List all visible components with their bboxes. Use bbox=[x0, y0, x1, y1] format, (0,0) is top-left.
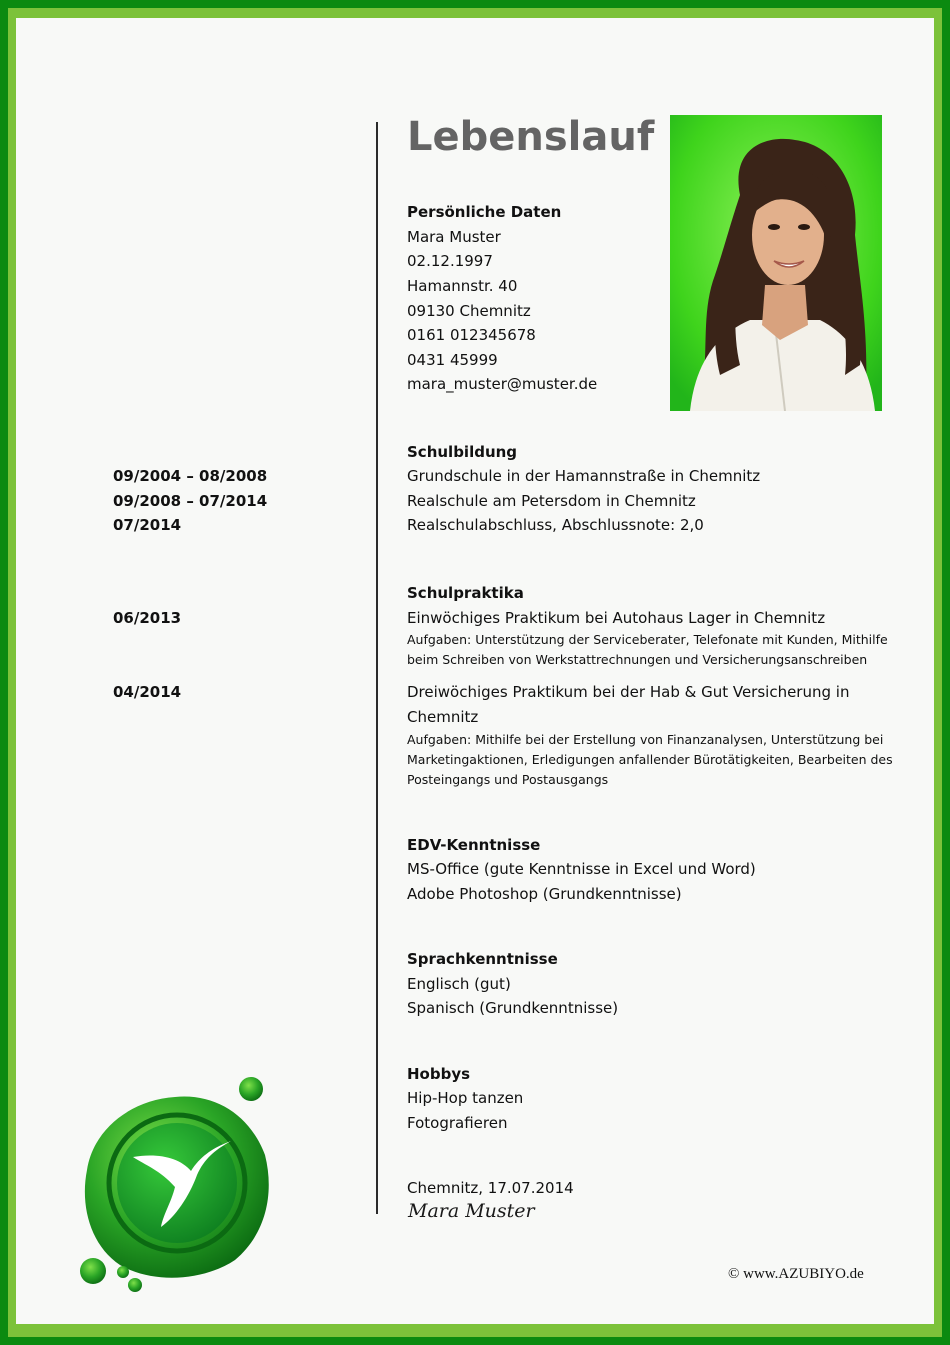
hobby-item: Fotografieren bbox=[407, 1114, 508, 1132]
internships-heading: Schulpraktika bbox=[407, 584, 524, 602]
school-entry: Realschulabschluss, Abschlussnote: 2,0 bbox=[407, 516, 704, 534]
it-item: Adobe Photoshop (Grundkenntnisse) bbox=[407, 885, 682, 903]
internship-title: Chemnitz bbox=[407, 708, 479, 726]
internship-title: Dreiwöchiges Praktikum bei der Hab & Gut Versicherung in bbox=[407, 683, 850, 701]
school-heading: Schulbildung bbox=[407, 443, 518, 461]
seal-logo bbox=[75, 1075, 275, 1295]
vertical-divider bbox=[376, 122, 378, 1214]
internship-tasks: Marketingaktionen, Erledigungen anfallender Bürotätigkeiten, Bearbeiten des bbox=[407, 752, 893, 767]
personal-phone2: 0431 45999 bbox=[407, 351, 498, 369]
language-item: Spanisch (Grundkenntnisse) bbox=[407, 999, 619, 1017]
personal-phone: 0161 012345678 bbox=[407, 326, 536, 344]
hobbies-heading: Hobbys bbox=[407, 1065, 471, 1083]
internship-date: 06/2013 bbox=[113, 609, 182, 627]
school-date: 09/2004 – 08/2008 bbox=[113, 467, 268, 485]
internship-tasks: Posteingangs und Postausgangs bbox=[407, 772, 609, 787]
page-title: Lebenslauf bbox=[407, 114, 655, 160]
place-date: Chemnitz, 17.07.2014 bbox=[407, 1179, 574, 1197]
internship-title: Einwöchiges Praktikum bei Autohaus Lager in Chemnitz bbox=[407, 609, 826, 627]
school-date: 09/2008 – 07/2014 bbox=[113, 492, 268, 510]
personal-street: Hamannstr. 40 bbox=[407, 277, 518, 295]
school-date: 07/2014 bbox=[113, 516, 182, 534]
personal-city: 09130 Chemnitz bbox=[407, 302, 531, 320]
portrait-photo bbox=[670, 115, 882, 411]
internship-tasks: Aufgaben: Mithilfe bei der Erstellung von Finanzanalysen, Unterstützung bei bbox=[407, 732, 884, 747]
personal-heading: Persönliche Daten bbox=[407, 203, 562, 221]
signature: Mara Muster bbox=[408, 1200, 535, 1222]
school-entry: Realschule am Petersdom in Chemnitz bbox=[407, 492, 696, 510]
school-entry: Grundschule in der Hamannstraße in Chemnitz bbox=[407, 467, 761, 485]
it-item: MS-Office (gute Kenntnisse in Excel und Word) bbox=[407, 860, 756, 878]
copyright: © www.AZUBIYO.de bbox=[728, 1266, 864, 1282]
languages-heading: Sprachkenntnisse bbox=[407, 950, 558, 968]
personal-email: mara_muster@muster.de bbox=[407, 375, 598, 393]
it-heading: EDV-Kenntnisse bbox=[407, 836, 541, 854]
internship-tasks: Aufgaben: Unterstützung der Serviceberater, Telefonate mit Kunden, Mithilfe bbox=[407, 632, 888, 647]
hobby-item: Hip-Hop tanzen bbox=[407, 1089, 524, 1107]
internship-date: 04/2014 bbox=[113, 683, 182, 701]
personal-birthdate: 02.12.1997 bbox=[407, 252, 493, 270]
internship-tasks: beim Schreiben von Werkstattrechnungen und Versicherungsanschreiben bbox=[407, 652, 868, 667]
language-item: Englisch (gut) bbox=[407, 975, 511, 993]
personal-name: Mara Muster bbox=[407, 228, 501, 246]
